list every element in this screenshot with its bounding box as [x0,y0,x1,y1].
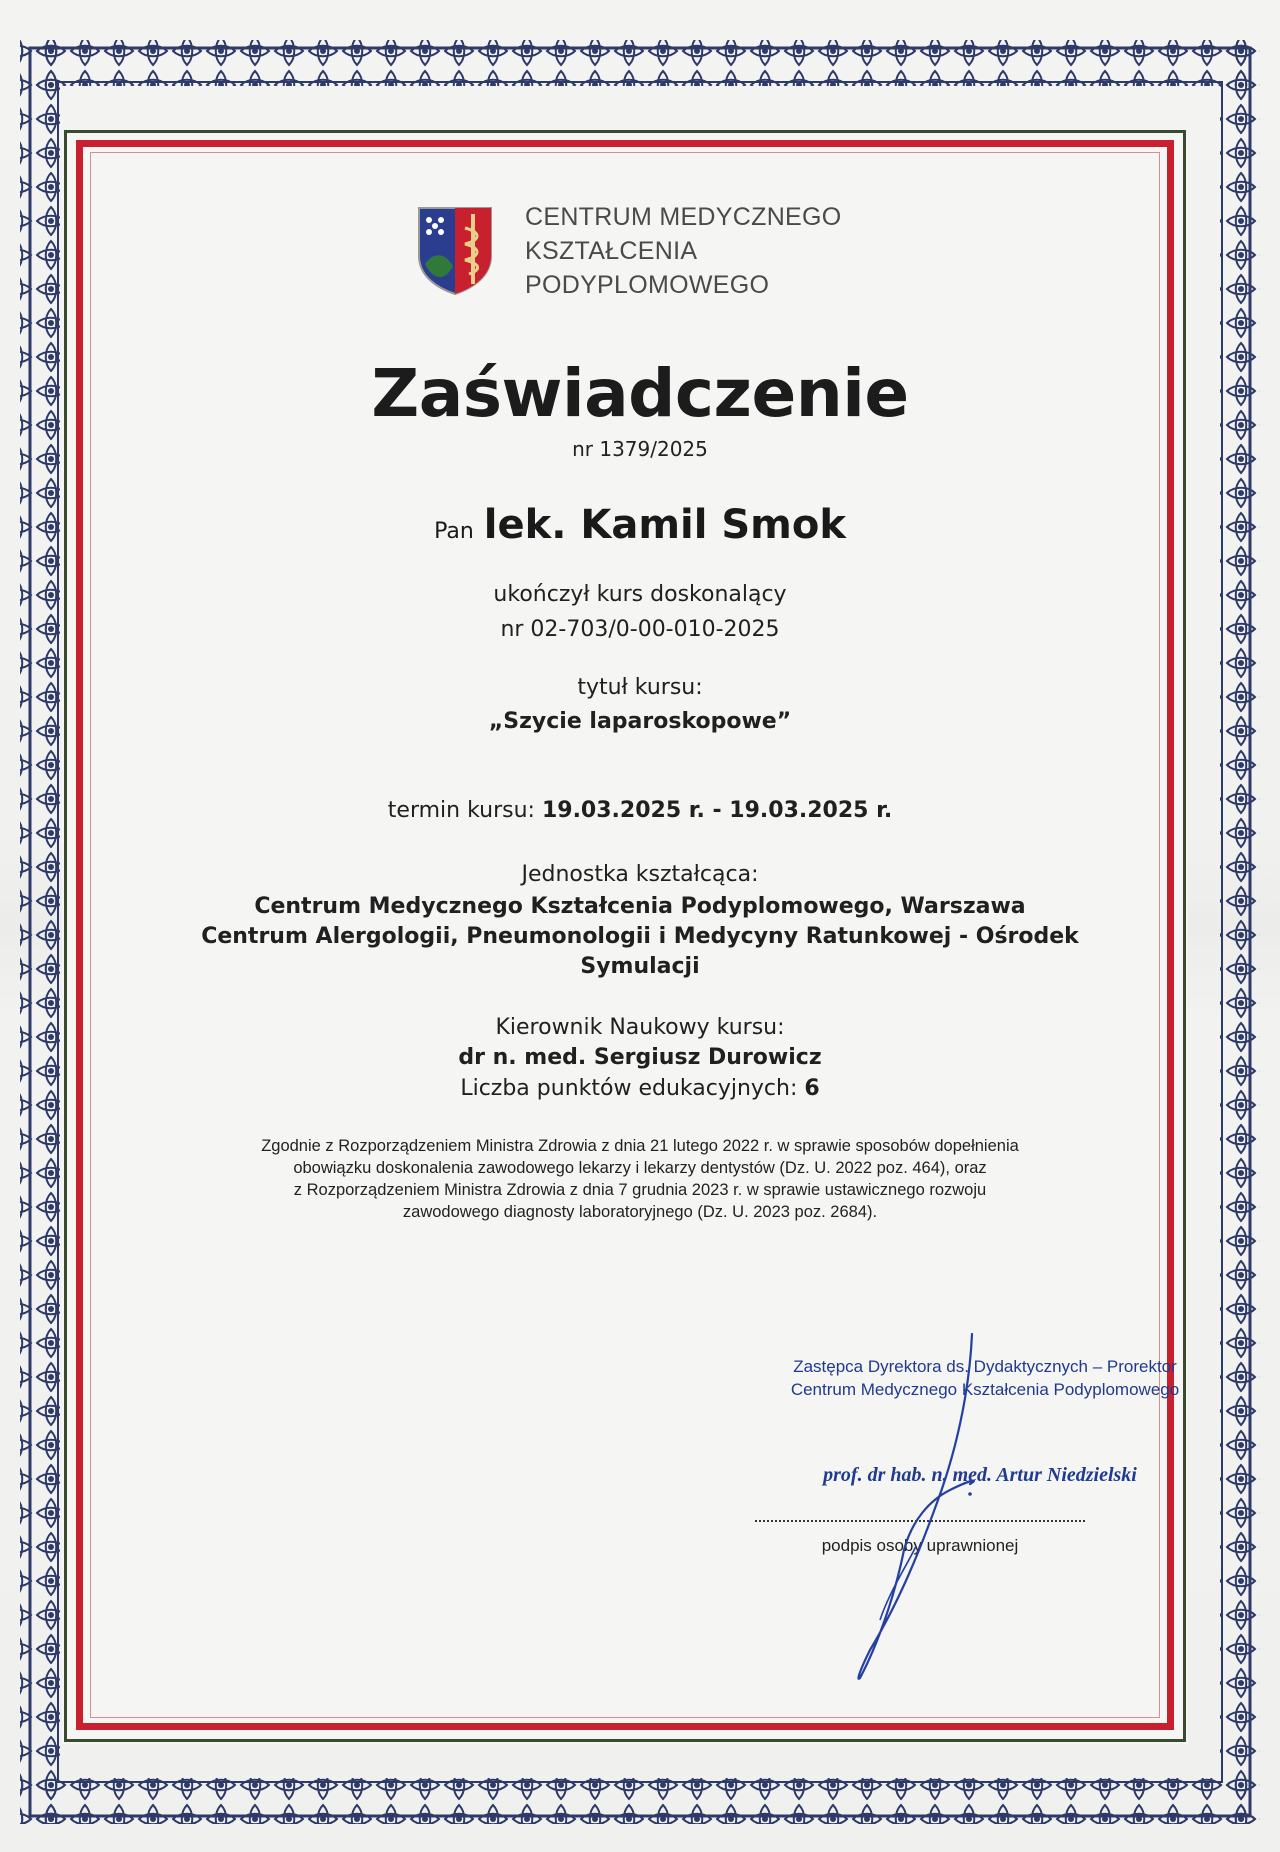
unit-label: Jednostka kształcąca: [521,862,759,887]
points-label: Liczba punktów edukacyjnych: [460,1076,805,1101]
course-term-value: 19.03.2025 r. - 19.03.2025 r. [541,798,893,823]
recipient-name: lek. Kamil Smok [483,502,846,548]
legal-line: zawodowego diagnosty laboratoryjnego (Dz. U. 2023 poz. 2684). [402,1203,878,1221]
course-term-label: termin kursu: [387,798,542,823]
organization-name [525,200,842,302]
organization-name-line: KSZTAŁCENIA [525,237,698,265]
course-term [100,798,1180,823]
certificate-title: Zaświadczenie [371,355,909,432]
course-title: „Szycie laparoskopowe” [488,709,792,734]
certificate-number: nr 1379/2025 [572,437,708,461]
unit-line: Symulacji [580,954,700,979]
signer-role-line: Centrum Medycznego Kształcenia Podyplomowego [790,1380,1180,1399]
unit-line: Centrum Alergologii, Pneumonologii i Medycyny Ratunkowej - Ośrodek [201,924,1079,949]
course-title-label: tytuł kursu: [577,675,703,700]
legal-basis [200,1135,1080,1223]
organization-name-line: CENTRUM MEDYCZNEGO [525,203,842,231]
legal-line: Zgodnie z Rozporządzeniem Ministra Zdrowia z dnia 21 lutego 2022 r. w sprawie sposobów dopełnienia [261,1137,1019,1155]
signer-name-stamp: prof. dr hab. n. med. Artur Niedzielski [823,1464,1137,1486]
organization-name-line: PODYPLOMOWEGO [525,271,770,299]
legal-line: z Rozporządzeniem Ministra Zdrowia z dnia 7 grudnia 2023 r. w sprawie ustawicznego rozwoju [293,1181,987,1199]
signer-role-line: Zastępca Dyrektora ds. Dydaktycznych – Prorektor [793,1357,1177,1376]
legal-line: obowiązku doskonalenia zawodowego lekarzy i lekarzy dentystów (Dz. U. 2022 poz. 464), oraz [293,1159,987,1177]
points-value: 6 [804,1076,820,1101]
cmkp-shield-logo [415,204,495,296]
unit-line: Centrum Medycznego Kształcenia Podyplomowego, Warszawa [254,894,1026,919]
course-number: nr 02-703/0-00-010-2025 [500,617,780,642]
education-points [100,1076,1180,1101]
completed-label: ukończył kurs doskonalący [493,582,787,607]
handwritten-signature [820,1320,1020,1700]
supervisor-name: dr n. med. Sergiusz Durowicz [458,1045,822,1070]
recipient [100,502,1180,548]
recipient-prefix: Pan [434,519,474,544]
signature-label: podpis osoby uprawnionej [821,1536,1019,1555]
supervisor-label: Kierownik Naukowy kursu: [495,1015,785,1040]
